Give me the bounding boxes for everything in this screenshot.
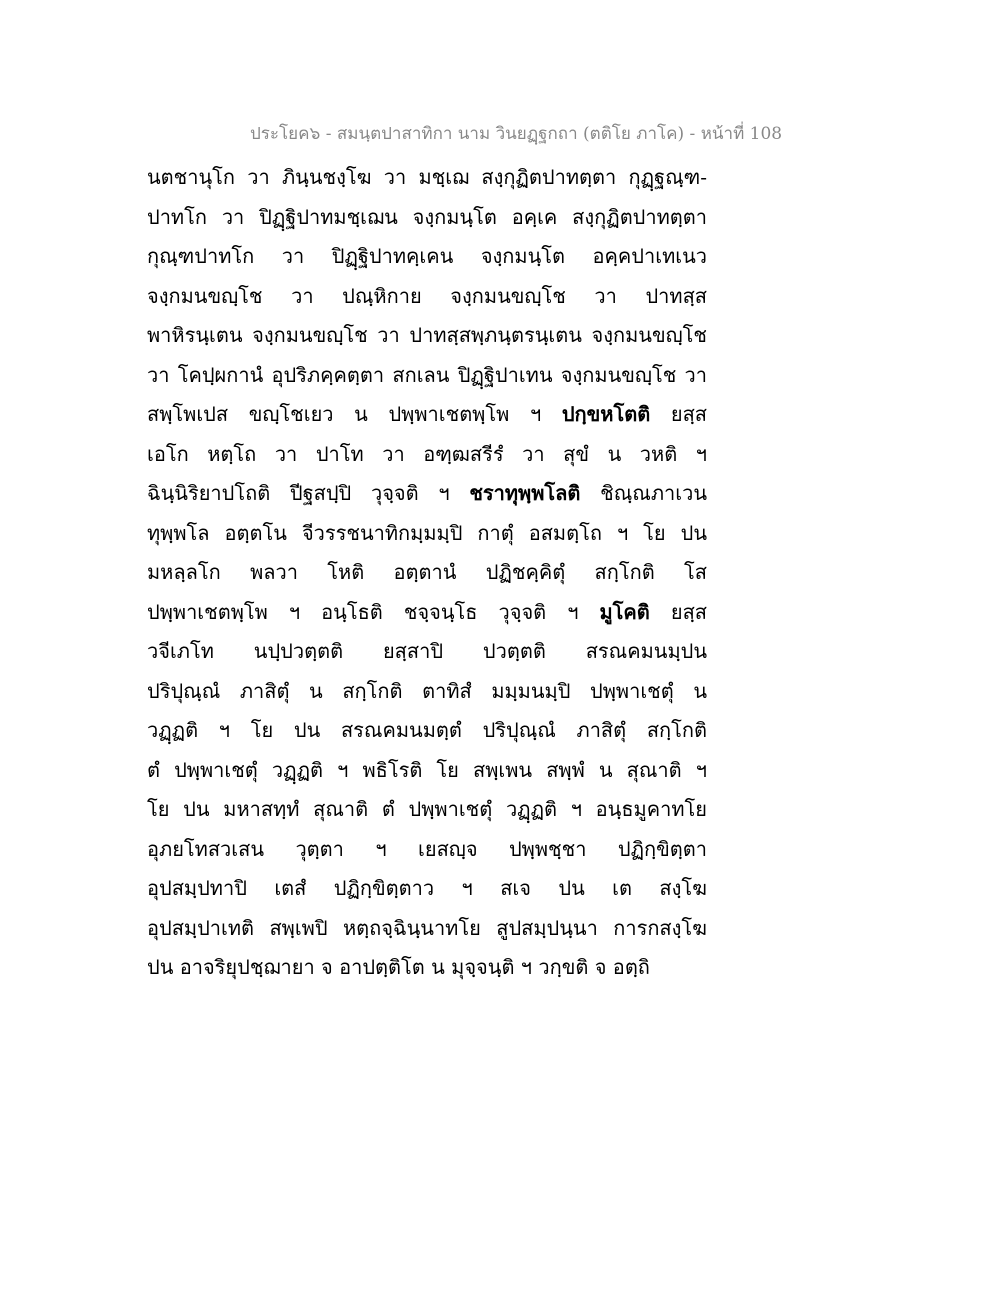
text-line [147, 474, 707, 514]
text-line [147, 514, 707, 554]
text-line [147, 909, 707, 949]
text-run: อุภยโทสวเสน วุตฺตา ฯ เยสญฺจ ปพฺพชฺชา ปฏิกฺขิตฺตา [147, 836, 707, 861]
text-run: ทุพฺพโล อตฺตโน จีวรรชนาทิกมฺมมฺปิ กาตุํ อสมตฺโถ ฯ โย ปน [147, 520, 707, 545]
text-line [147, 672, 707, 712]
text-line [147, 277, 707, 317]
text-run: สพฺโพเปส ขญฺโชเยว น ปพฺพาเชตพฺโพ ฯ [147, 402, 562, 426]
text-run: ปพฺพาเชตพฺโพ ฯ อนฺโธติ ชจฺจนฺโธ วุจฺจติ ฯ [147, 599, 600, 624]
text-run: จงฺกมนขญฺโช วา ปณฺหิกาย จงฺกมนขญฺโช วา ปาทสฺส [147, 283, 707, 308]
text-run: วา โคปฺผกานํ อุปริภคฺคตฺตา สกเลน ปิฏฺฐิปาเทน จงฺกมนขญฺโช วา [147, 362, 707, 387]
text-line [147, 790, 707, 830]
text-line [147, 632, 707, 672]
text-run: ปน อาจริยุปชฺฌายา จ อาปตฺติโต น มุจฺจนฺติ ฯ วกฺขติ จ อตฺถิ [147, 955, 650, 979]
bold-term: ปกฺขหโตติ [561, 402, 651, 426]
text-line [147, 237, 707, 277]
text-run: ตํ ปพฺพาเชตุํ วฏฺฏติ ฯ พธิโรติ โย สพฺเพน สพฺพํ น สุณาติ ฯ [147, 757, 707, 782]
text-run: โย ปน มหาสทฺทํ สุณาติ ตํ ปพฺพาเชตุํ วฏฺฏติ ฯ อนฺธมูคาทโย [147, 797, 707, 821]
text-run: อุปสมฺปทาปิ เตสํ ปฏิกฺขิตฺตาว ฯ สเจ ปน เต สงฺโฆ [147, 876, 707, 900]
text-line [147, 158, 707, 198]
bold-term: มูโคติ [599, 599, 650, 624]
text-run: ชิณฺณภาเวน [580, 481, 707, 505]
text-run: นตชานุโก วา ภินฺนชงฺโฆ วา มชฺเฌ สงฺกุฏิตปาทตฺตา กุฏฺฐณฺฑ- [147, 165, 707, 189]
body-text [147, 158, 707, 988]
text-line [147, 593, 707, 633]
text-line [147, 435, 707, 475]
text-run: วจีเภโท นปฺปวตฺตติ ยสฺสาปิ ปวตฺตติ สรณคมนมฺปน [147, 639, 707, 663]
text-run: เอโก หตฺโถ วา ปาโท วา อฑฺฒสรีรํ วา สุขํ น วหติ ฯ [147, 441, 707, 466]
text-run: ปริปุณฺณํ ภาสิตุํ น สกฺโกติ ตาทิสํ มมฺมนมฺปิ ปพฺพาเชตุํ น [147, 678, 707, 703]
text-run: ฉินฺนิริยาปโถติ ปีฐสปฺปิ วุจฺจติ ฯ [147, 481, 470, 505]
text-run: กุณฺฑปาทโก วา ปิฏฺฐิปาทคฺเคน จงฺกมนฺโต อคฺคปาเทเนว [147, 244, 707, 268]
text-run: ยสฺส [649, 599, 707, 624]
text-line [147, 395, 707, 435]
text-line [147, 553, 707, 593]
text-line [147, 948, 707, 988]
text-run: มหลฺลโก พลวา โหติ อตฺตานํ ปฏิชคฺคิตุํ สกฺโกติ โส [147, 560, 707, 584]
text-line [147, 830, 707, 870]
text-run: ยสฺส [650, 402, 708, 426]
page-header: ประโยค๖ - สมนฺตปาสาทิกา นาม วินยฏฺฐกถา (ตติโย ภาโค) - หน้าที่ 108 [250, 124, 783, 144]
text-run: ปาทโก วา ปิฏฺฐิปาทมชฺเฌน จงฺกมนฺโต อคฺเค สงฺกุฏิตปาทตฺตา [147, 204, 707, 229]
text-line [147, 751, 707, 791]
text-line [147, 869, 707, 909]
text-line [147, 356, 707, 396]
text-run: อุปสมฺปาเทติ สพฺเพปิ หตฺถจฺฉินฺนาทโย สูปสมฺปนฺนา การกสงฺโฆ [147, 915, 707, 940]
text-run: วฏฺฏติ ฯ โย ปน สรณคมนมตฺตํ ปริปุณฺณํ ภาสิตุํ สกฺโกติ [147, 718, 707, 742]
text-run: พาหิรนฺเตน จงฺกมนขญฺโช วา ปาทสฺสพฺภนฺตรนฺเตน จงฺกมนขญฺโช [147, 323, 707, 347]
text-line [147, 316, 707, 356]
bold-term: ชราทุพฺพโลติ [469, 481, 581, 505]
text-line [147, 711, 707, 751]
text-line [147, 198, 707, 238]
